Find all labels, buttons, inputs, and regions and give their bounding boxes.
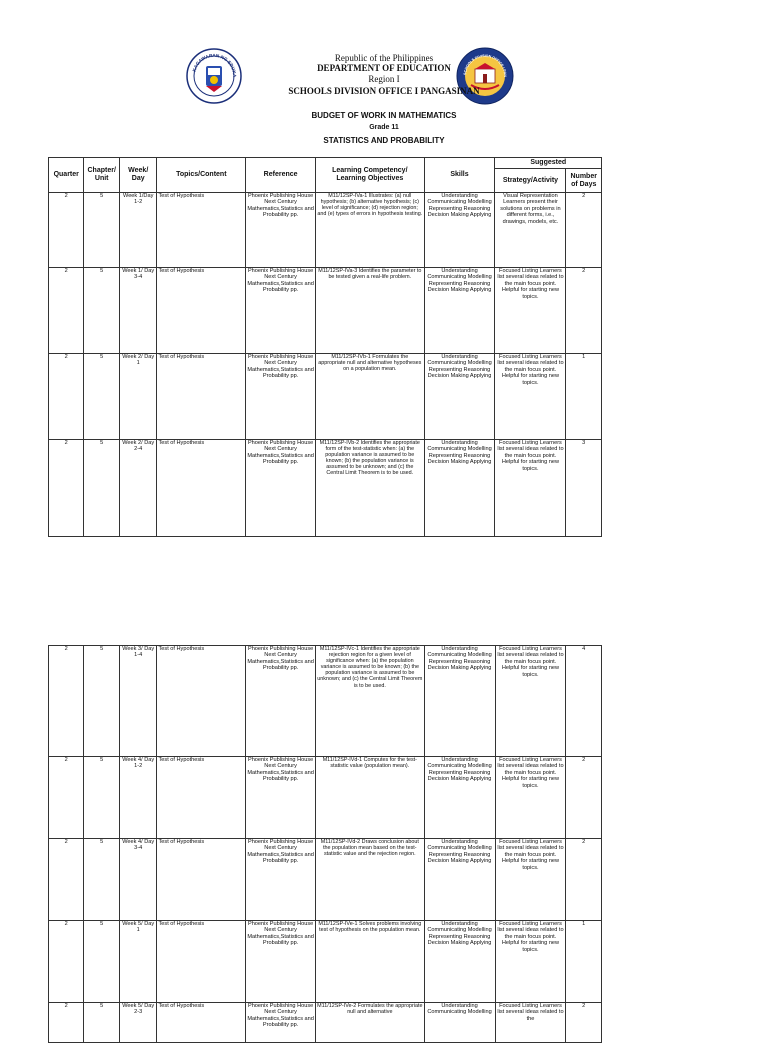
cell-chapter: 5	[84, 921, 119, 1003]
col-quarter: Quarter	[49, 158, 84, 193]
col-week: Week/ Day	[119, 158, 157, 193]
cell-reference: Phoenix Publishing House Next Century Mathematics,Statistics and Probability pp.	[246, 921, 316, 1003]
table-row	[49, 440, 602, 537]
cell-quarter: 2	[49, 839, 84, 921]
table-row	[49, 1003, 602, 1043]
cell-competency: M11/12SP-IVc-1 Identifies the appropriate rejection region for a given level of significance when: (a) the population variance is assumed to be known; (b) the population variance is assumed to be unknown; and (c) the Central Limit Theorem is to be used.	[316, 646, 425, 757]
cell-strategy: Focused Listing Learners list several ideas related to the main focus point. Helpful for starting new topics.	[495, 921, 566, 1003]
cell-strategy: Focused Listing Learners list several ideas related to the main focus point. Helpful for starting new topics.	[495, 839, 566, 921]
header-region: Region I	[368, 74, 400, 84]
cell-skills: Understanding Communicating Modelling Representing Reasoning Decision Making Applying	[424, 440, 495, 537]
table-row	[49, 193, 602, 268]
budget-table-page1	[48, 157, 602, 537]
cell-days: 4	[566, 646, 602, 757]
cell-days: 2	[566, 1003, 602, 1043]
col-reference: Reference	[246, 158, 316, 193]
header-republic: Republic of the Philippines	[334, 53, 434, 63]
cell-chapter: 5	[84, 354, 119, 440]
cell-quarter: 2	[49, 193, 84, 268]
cell-days: 2	[566, 757, 602, 839]
subject-title: STATISTICS AND PROBABILITY	[323, 136, 445, 145]
cell-quarter: 2	[49, 440, 84, 537]
cell-week: Week 4/ Day 1-2	[119, 757, 157, 839]
cell-reference: Phoenix Publishing House Next Century Mathematics,Statistics and Probability pp.	[246, 1003, 316, 1043]
budget-table-page2	[48, 645, 602, 1043]
cell-chapter: 5	[84, 757, 119, 839]
cell-competency: M11/12SP-IVe-2 Formulates the appropriate null and alternative	[316, 1003, 425, 1043]
cell-strategy: Focused Listing Learners list several ideas related to the main focus point. Helpful for starting new topics.	[495, 646, 566, 757]
cell-competency: M11/12SP-IVa-1 Illustrates: (a) null hypothesis; (b) alternative hypothesis; (c) level of significance; (d) rejection region; and (e) types of errors in hypothesis testing.	[316, 193, 425, 268]
header-department: DEPARTMENT OF EDUCATION	[317, 63, 451, 73]
cell-reference: Phoenix Publishing House Next Century Mathematics,Statistics and Probability pp.	[246, 646, 316, 757]
cell-topic: Test of Hypothesis	[157, 1003, 246, 1043]
cell-week: Week 1/Day 1-2	[119, 193, 157, 268]
cell-quarter: 2	[49, 757, 84, 839]
cell-skills: Understanding Communicating Modelling Representing Reasoning Decision Making Applying	[424, 921, 495, 1003]
cell-chapter: 5	[84, 440, 119, 537]
cell-chapter: 5	[84, 193, 119, 268]
cell-reference: Phoenix Publishing House Next Century Mathematics,Statistics and Probability pp.	[246, 757, 316, 839]
col-topics: Topics/Content	[157, 158, 246, 193]
col-days: Number of Days	[566, 169, 602, 193]
cell-reference: Phoenix Publishing House Next Century Mathematics,Statistics and Probability pp.	[246, 440, 316, 537]
cell-strategy: Focused Listing Learners list several ideas related to the main focus point. Helpful for starting new topics.	[495, 268, 566, 354]
cell-days: 2	[566, 193, 602, 268]
cell-chapter: 5	[84, 1003, 119, 1043]
cell-strategy: Visual Representation Learners present their solutions on problems in different forms, i.e., drawings, models, etc.	[495, 193, 566, 268]
cell-week: Week 5/ Day 1	[119, 921, 157, 1003]
cell-topic: Test of Hypothesis	[157, 354, 246, 440]
cell-strategy: Focused Listing Learners list several ideas related to the main focus point. Helpful for starting new topics.	[495, 757, 566, 839]
col-strategy: Strategy/Activity	[495, 169, 566, 193]
col-suggested: Suggested	[495, 158, 602, 169]
cell-chapter: 5	[84, 839, 119, 921]
cell-topic: Test of Hypothesis	[157, 757, 246, 839]
cell-days: 3	[566, 440, 602, 537]
cell-topic: Test of Hypothesis	[157, 646, 246, 757]
svg-text:SCHOOLS DIVISION OFFICE I PANG: SCHOOLS DIVISION OFFICE I PAN	[463, 53, 508, 77]
col-chapter: Chapter/ Unit	[84, 158, 119, 193]
cell-week: Week 1/ Day 3-4	[119, 268, 157, 354]
cell-week: Week 5/ Day 2-3	[119, 1003, 157, 1043]
cell-days: 2	[566, 839, 602, 921]
cell-competency: M11/12SP-IVa-3 Identifies the parameter to be tested given a real-life problem.	[316, 268, 425, 354]
table-row	[49, 921, 602, 1003]
cell-chapter: 5	[84, 268, 119, 354]
cell-topic: Test of Hypothesis	[157, 839, 246, 921]
cell-competency: M11/12SP-IVd-2 Draws conclusion about the population mean based on the test-statistic value and the rejection region.	[316, 839, 425, 921]
cell-reference: Phoenix Publishing House Next Century Mathematics,Statistics and Probability pp.	[246, 268, 316, 354]
cell-week: Week 2/ Day 1	[119, 354, 157, 440]
table-row	[49, 268, 602, 354]
cell-skills: Understanding Communicating Modelling Representing Reasoning Decision Making Applying	[424, 193, 495, 268]
cell-topic: Test of Hypothesis	[157, 268, 246, 354]
cell-days: 1	[566, 921, 602, 1003]
cell-competency: M11/12SP-IVe-1 Solves problems involving test of hypothesis on the population mean.	[316, 921, 425, 1003]
cell-strategy: Focused Listing Learners list several ideas related to the main focus point. Helpful for starting new topics.	[495, 440, 566, 537]
svg-text:KAGAWARAN NG EDUKASYON: KAGAWARAN NG EDUKA	[191, 52, 238, 78]
cell-topic: Test of Hypothesis	[157, 921, 246, 1003]
cell-skills: Understanding Communicating Modelling	[424, 1003, 495, 1043]
table-row	[49, 354, 602, 440]
col-skills: Skills	[424, 158, 495, 193]
cell-skills: Understanding Communicating Modelling Representing Reasoning Decision Making Applying	[424, 646, 495, 757]
cell-quarter: 2	[49, 646, 84, 757]
cell-strategy: Focused Listing Learners list several ideas related to the	[495, 1003, 566, 1043]
cell-strategy: Focused Listing Learners list several ideas related to the main focus point. Helpful for starting new topics.	[495, 354, 566, 440]
cell-skills: Understanding Communicating Modelling Representing Reasoning Decision Making Applying	[424, 268, 495, 354]
cell-reference: Phoenix Publishing House Next Century Mathematics,Statistics and Probability pp.	[246, 193, 316, 268]
document-title: BUDGET OF WORK IN MATHEMATICS	[311, 111, 457, 120]
cell-days: 1	[566, 354, 602, 440]
table-row	[49, 839, 602, 921]
cell-quarter: 2	[49, 1003, 84, 1043]
cell-quarter: 2	[49, 268, 84, 354]
cell-competency: M11/12SP-IVb-1 Formulates the appropriate null and alternative hypotheses on a population mean.	[316, 354, 425, 440]
cell-skills: Understanding Communicating Modelling Representing Reasoning Decision Making Applying	[424, 839, 495, 921]
cell-quarter: 2	[49, 354, 84, 440]
cell-competency: M11/12SP-IVb-2 Identifies the appropriate form of the test-statistic when: (a) the population variance is assumed to be known; (b) the population variance is assumed to be unknown; and (c) the Central Limit Theorem is to be used.	[316, 440, 425, 537]
table-row	[49, 757, 602, 839]
cell-quarter: 2	[49, 921, 84, 1003]
cell-topic: Test of Hypothesis	[157, 440, 246, 537]
cell-week: Week 2/ Day 2-4	[119, 440, 157, 537]
header-division: SCHOOLS DIVISION OFFICE I PANGASINAN	[288, 86, 480, 96]
cell-reference: Phoenix Publishing House Next Century Mathematics,Statistics and Probability pp.	[246, 354, 316, 440]
cell-chapter: 5	[84, 646, 119, 757]
grade-level: Grade 11	[369, 124, 399, 131]
cell-topic: Test of Hypothesis	[157, 193, 246, 268]
cell-days: 2	[566, 268, 602, 354]
cell-skills: Understanding Communicating Modelling Representing Reasoning Decision Making Applying	[424, 757, 495, 839]
cell-week: Week 4/ Day 3-4	[119, 839, 157, 921]
cell-skills: Understanding Communicating Modelling Representing Reasoning Decision Making Applying	[424, 354, 495, 440]
table-row	[49, 646, 602, 757]
col-competency: Learning Competency/ Learning Objectives	[316, 158, 425, 193]
cell-week: Week 3/ Day 1-4	[119, 646, 157, 757]
cell-competency: M11/12SP-IVd-1 Computes for the test-statistic value (population mean).	[316, 757, 425, 839]
cell-reference: Phoenix Publishing House Next Century Mathematics,Statistics and Probability pp.	[246, 839, 316, 921]
